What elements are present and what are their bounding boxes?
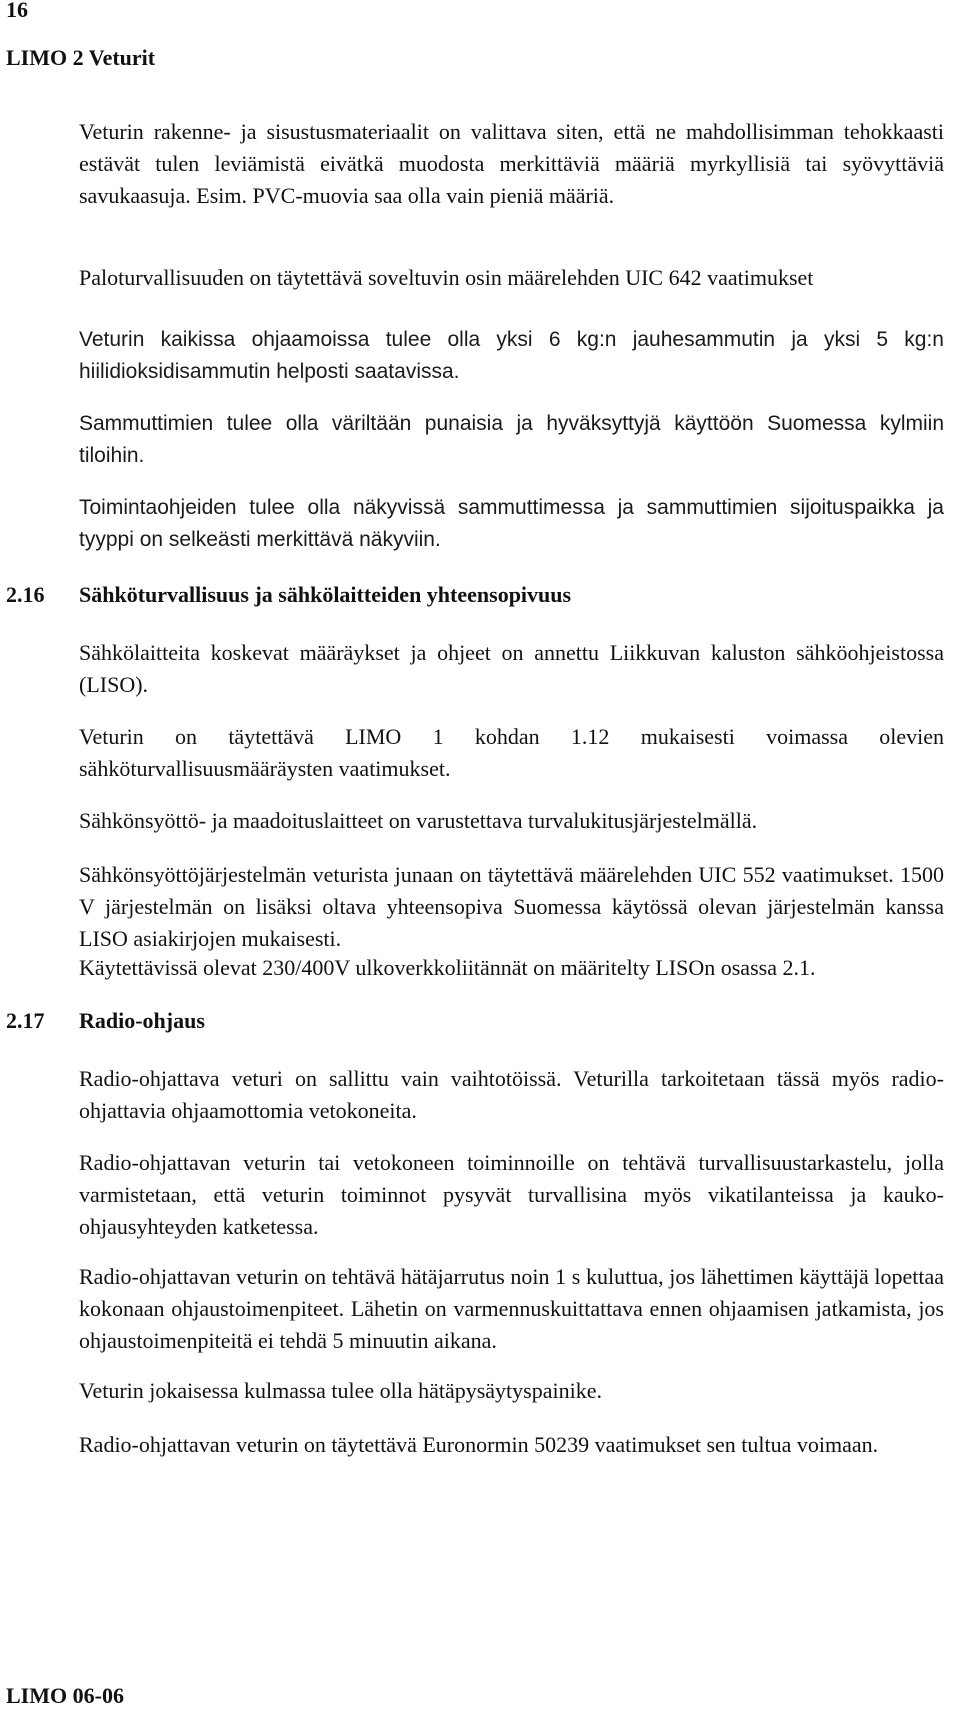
paragraph-external-connections: Käytettävissä olevat 230/400V ulkoverkkoliitännät on määritelty LISOn osassa 2.1. [79, 955, 816, 980]
section-title: Sähköturvallisuus ja sähkölaitteiden yhteensopivuus [79, 582, 572, 607]
page-footer: LIMO 06-06 [6, 1683, 124, 1708]
paragraph-instructions: Toimintaohjeiden tulee olla näkyvissä sammuttimessa ja sammuttimien sijoituspaikka ja tyyppi on selkeästi merkittävä näkyviin. [79, 496, 944, 551]
section-heading-2-16 [6, 580, 571, 610]
paragraph-safety-review: Radio-ohjattavan veturin tai vetokoneen toiminnoille on tehtävä turvallisuustarkastelu, jolla varmistetaan, että veturin toiminnot pysyvät turvallisina myös vikatilanteissa ja kauko-ohjausyhteyden katketessa. [79, 1150, 944, 1239]
section-number: 2.17 [6, 1008, 45, 1033]
section-title: Radio-ohjaus [79, 1008, 205, 1033]
section-number: 2.16 [6, 582, 45, 607]
paragraph-limo1-requirements: Veturin on täytettävä LIMO 1 kohdan 1.12 mukaisesti voimassa olevien sähköturvallisuusmääräysten vaatimukset. [79, 724, 944, 781]
paragraph-extinguisher-colour: Sammuttimien tulee olla väriltään punaisia ja hyväksyttyjä käyttöön Suomessa kylmiin tiloihin. [79, 412, 944, 467]
paragraph-emergency-stop: Veturin jokaisessa kulmassa tulee olla hätäpysäytyspainike. [79, 1378, 602, 1403]
paragraph-euronorm: Radio-ohjattavan veturin on täytettävä Euronormin 50239 vaatimukset sen tultua voimaan. [79, 1432, 879, 1457]
paragraph-extinguishers: Veturin kaikissa ohjaamoissa tulee olla yksi 6 kg:n jauhesammutin ja yksi 5 kg:n hiilidioksidisammutin helposti saatavissa. [79, 328, 944, 383]
paragraph-power-supply: Sähkönsyöttöjärjestelmän veturista junaan on täytettävä määrelehden UIC 552 vaatimukset. 1500 V järjestelmän on lisäksi oltava yhteensopiva Suomessa käytössä olevan järjestelmän kanssa LISO asiakirjojen mukaisesti. [79, 862, 944, 951]
page-number: 16 [6, 0, 28, 22]
running-header: LIMO 2 Veturit [6, 45, 156, 70]
paragraph-emergency-braking: Radio-ohjattavan veturin on tehtävä hätäjarrutus noin 1 s kuluttua, jos lähettimen käyttäjä lopettaa kokonaan ohjaustoimenpiteet. Lähetin on varmennuskuittattava ennen ohjaamisen jatkamista, jos ohjaustoimenpiteitä ei tehdä 5 minuutin aikana. [79, 1264, 944, 1353]
paragraph-interlocking: Sähkönsyöttö- ja maadoituslaitteet on varustettava turvalukitusjärjestelmällä. [79, 808, 758, 833]
section-heading-2-17 [6, 1006, 205, 1036]
paragraph-materials: Veturin rakenne- ja sisustusmateriaalit on valittava siten, että ne mahdollisimman tehokkaasti estävät tulen leviämistä eivätkä muodosta merkittäviä määriä myrkyllisiä tai syövyttäviä savukaasuja. Esim. PVC-muovia saa olla vain pieniä määriä. [79, 119, 944, 208]
paragraph-electrical-rules: Sähkölaitteita koskevat määräykset ja ohjeet on annettu Liikkuvan kaluston sähköohjeistossa (LISO). [79, 640, 944, 697]
paragraph-radio-shunting: Radio-ohjattava veturi on sallittu vain vaihtotöissä. Veturilla tarkoitetaan tässä myös radio-ohjattavia ohjaamottomia vetokoneita. [79, 1066, 944, 1123]
paragraph-fire-safety: Paloturvallisuuden on täytettävä soveltuvin osin määrelehden UIC 642 vaatimukset [79, 265, 814, 290]
